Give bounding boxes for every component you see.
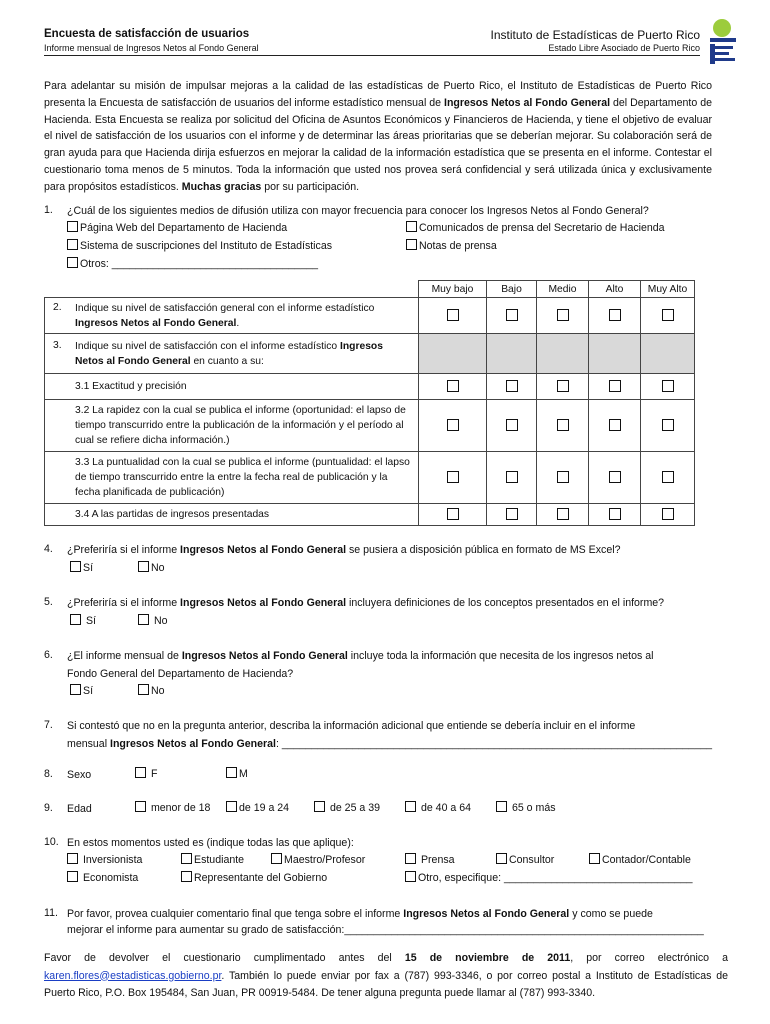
checkbox[interactable] [405, 801, 416, 812]
checkbox[interactable] [181, 853, 192, 864]
q11-text: Por favor, provea cualquier comentario final que tenga sobre el informe Ingresos Netos al Fondo General y como se puede [67, 908, 653, 920]
q7-answer-line[interactable]: mensual Ingresos Netos al Fondo General: _________________________________________________________________________ [67, 738, 712, 750]
scale-header: Muy Alto [641, 281, 695, 298]
checkbox[interactable] [609, 419, 621, 431]
q1-option-suscripciones[interactable]: Sistema de suscripciones del Instituto de Estadísticas [67, 239, 332, 252]
q6-yes[interactable]: Sí [70, 684, 93, 697]
table-row [45, 452, 695, 504]
q8-number: 8. [44, 768, 53, 780]
q3-item: 3.3 La puntualidad con la cual se publica el informe (puntualidad: el lapso de tiempo transcurrido entre la entre la fecha real de publicación y la fecha planificada de publicación) [45, 452, 419, 504]
checkbox[interactable] [405, 871, 416, 882]
checkbox[interactable] [662, 508, 674, 520]
q10-option[interactable]: Prensa [405, 853, 455, 866]
checkbox[interactable] [609, 380, 621, 392]
q10-number: 10. [44, 836, 59, 848]
checkbox[interactable] [557, 380, 569, 392]
q10-option[interactable]: Representante del Gobierno [181, 871, 327, 884]
checkbox[interactable] [506, 471, 518, 483]
q8-label: Sexo [67, 769, 92, 781]
checkbox[interactable] [226, 767, 237, 778]
checkbox[interactable] [70, 684, 81, 695]
checkbox[interactable] [506, 419, 518, 431]
survey-subtitle: Informe mensual de Ingresos Netos al Fondo General [44, 43, 259, 53]
q2-text: 2. Indique su nivel de satisfacción general con el informe estadístico Ingresos Netos al Fondo General. [45, 298, 419, 334]
q4-text: ¿Preferiría si el informe Ingresos Netos al Fondo General se pusiera a disposición pública en formato de MS Excel? [67, 544, 621, 556]
header-divider [44, 55, 700, 56]
checkbox[interactable] [506, 380, 518, 392]
checkbox[interactable] [70, 561, 81, 572]
checkbox[interactable] [662, 419, 674, 431]
q1-text: ¿Cuál de los siguientes medios de difusión utiliza con mayor frecuencia para conocer los Ingresos Netos al Fondo General? [67, 205, 649, 217]
q10-option[interactable]: Economista [67, 871, 138, 884]
q3-item: 3.4 A las partidas de ingresos presentadas [45, 504, 419, 526]
q9-option[interactable]: de 40 a 64 [405, 801, 471, 814]
q3-text: 3. Indique su nivel de satisfacción con el informe estadístico Ingresos Netos al Fondo General en cuanto a su: [45, 334, 419, 374]
checkbox[interactable] [67, 239, 78, 250]
q1-option-notas[interactable]: Notas de prensa [406, 239, 497, 252]
table-row [45, 374, 695, 400]
scale-header: Medio [537, 281, 589, 298]
q5-yes[interactable]: Sí [70, 614, 96, 627]
scale-header: Bajo [487, 281, 537, 298]
q4-yes[interactable]: Sí [70, 561, 93, 574]
q10-text: En estos momentos usted es (indique todas las que aplique): [67, 837, 354, 849]
q10-option[interactable]: Contador/Contable [589, 853, 691, 866]
q1-option-web[interactable]: Página Web del Departamento de Hacienda [67, 221, 287, 234]
checkbox[interactable] [405, 853, 416, 864]
checkbox[interactable] [557, 508, 569, 520]
checkbox[interactable] [447, 471, 459, 483]
q1-number: 1. [44, 204, 53, 216]
checkbox[interactable] [447, 419, 459, 431]
checkbox[interactable] [135, 801, 146, 812]
q4-number: 4. [44, 543, 53, 555]
checkbox[interactable] [506, 309, 518, 321]
table-row [45, 504, 695, 526]
checkbox[interactable] [447, 309, 459, 321]
checkbox[interactable] [496, 801, 507, 812]
q5-no[interactable]: No [138, 614, 168, 627]
email-link[interactable]: karen.flores@estadisticas.gobierno.pr [44, 969, 222, 982]
checkbox[interactable] [135, 767, 146, 778]
checkbox[interactable] [314, 801, 325, 812]
checkbox[interactable] [609, 471, 621, 483]
q9-option[interactable]: de 19 a 24 [226, 801, 289, 814]
checkbox[interactable] [67, 871, 78, 882]
scale-header: Alto [589, 281, 641, 298]
q1-option-otros[interactable]: Otros: ___________________________________ [67, 257, 318, 270]
checkbox[interactable] [67, 257, 78, 268]
checkbox[interactable] [447, 508, 459, 520]
q8-option-f[interactable]: F [135, 767, 157, 780]
checkbox[interactable] [662, 380, 674, 392]
checkbox[interactable] [609, 508, 621, 520]
q3-item: 3.1 Exactitud y precisión [45, 374, 419, 400]
checkbox[interactable] [181, 871, 192, 882]
q8-option-m[interactable]: M [226, 767, 248, 780]
checkbox[interactable] [609, 309, 621, 321]
checkbox[interactable] [506, 508, 518, 520]
checkbox[interactable] [557, 471, 569, 483]
ie-logo-icon [706, 18, 738, 66]
q9-label: Edad [67, 803, 92, 815]
survey-title: Encuesta de satisfacción de usuarios [44, 28, 250, 40]
checkbox[interactable] [138, 614, 149, 625]
table-row [45, 400, 695, 452]
checkbox[interactable] [138, 561, 149, 572]
q11-number: 11. [44, 907, 58, 919]
q5-number: 5. [44, 596, 53, 608]
checkbox[interactable] [557, 419, 569, 431]
checkbox[interactable] [589, 853, 600, 864]
q10-option[interactable]: Consultor [496, 853, 554, 866]
q7-number: 7. [44, 719, 53, 731]
q7-text: Si contestó que no en la pregunta anterior, describa la información adicional que entiende se debería incluir en el informe [67, 720, 636, 732]
table-row [45, 334, 695, 374]
q5-text: ¿Preferiría si el informe Ingresos Netos al Fondo General incluyera definiciones de los conceptos presentados en el informe? [67, 597, 665, 609]
q11-answer-line[interactable]: mejorar el informe para aumentar su grado de satisfacción:_____________________________________________________________ [67, 924, 704, 936]
institute-subtitle: Estado Libre Asociado de Puerto Rico [548, 43, 700, 53]
checkbox[interactable] [496, 853, 507, 864]
checkbox[interactable] [67, 853, 78, 864]
q9-number: 9. [44, 802, 53, 814]
institute-name: Instituto de Estadísticas de Puerto Rico [490, 28, 700, 42]
intro-paragraph: Para adelantar su misión de impulsar mejoras a la calidad de las estadísticas de Puerto Rico, el Instituto de Estadísticas de Puerto Rico presenta la Encuesta de satisfacción de usuarios del informe estadístico mensual de Ingresos Netos al Fondo General del Departamento de Hacienda. Esta Encuesta se realiza por solicitud del Oficina de Asuntos Económicos y Financieros de Hacienda, y tiene el objetivo de evaluar el nivel de satisfacción de los usuarios con el informe y de determinar las áreas prioritarias que se deberían mejorar. Su colaboración será de gran ayuda para que Hacienda dirija esfuerzos en mejorar la calidad de la información estadística que se presenta en el informe. Contestar el cuestionario toma menos de 5 minutos. Toda la información que usted nos provea será confidencial y será utilizada única y exclusivamente para propósitos estadísticos. Muchas gracias por su participación. [44, 80, 712, 193]
q10-option[interactable]: Maestro/Profesor [271, 853, 365, 866]
q9-option[interactable]: de 25 a 39 [314, 801, 380, 814]
q3-item: 3.2 La rapidez con la cual se publica el informe (oportunidad: el lapso de tiempo transcurrido entre la publicación de la información y el período al cual se refiere dicha información.) [45, 400, 419, 452]
q10-option[interactable]: Inversionista [67, 853, 142, 866]
satisfaction-table [44, 280, 695, 526]
q6-text: ¿El informe mensual de Ingresos Netos al Fondo General incluye toda la información que necesita de los ingresos netos al [67, 650, 654, 662]
checkbox[interactable] [67, 221, 78, 232]
q1-option-comunicados[interactable]: Comunicados de prensa del Secretario de Hacienda [406, 221, 665, 234]
checkbox[interactable] [138, 684, 149, 695]
q9-option[interactable]: menor de 18 [135, 801, 210, 814]
checkbox[interactable] [271, 853, 282, 864]
checkbox[interactable] [557, 309, 569, 321]
checkbox[interactable] [70, 614, 81, 625]
q4-no[interactable]: No [138, 561, 165, 574]
q9-option[interactable]: 65 o más [496, 801, 556, 814]
checkbox[interactable] [226, 801, 237, 812]
return-instructions: Favor de devolver el cuestionario cumplimentado antes del 15 de noviembre de 2011, por correo electrónico a karen.flores@estadisticas.gobierno.pr. También lo puede enviar por fax a (787) 993-3346, o por correo postal a Instituto de Estadísticas de Puerto Rico, P.O. Box 195484, San Juan, PR 00919-5484. De tener alguna pregunta puede llamar al (787) 993-3340. [44, 952, 728, 999]
checkbox[interactable] [662, 309, 674, 321]
table-row [45, 298, 695, 334]
checkbox[interactable] [662, 471, 674, 483]
checkbox[interactable] [406, 239, 417, 250]
checkbox[interactable] [447, 380, 459, 392]
scale-header: Muy bajo [419, 281, 487, 298]
checkbox[interactable] [406, 221, 417, 232]
q10-option[interactable]: Otro, especifique: ________________________________ [405, 871, 693, 884]
q6-text-line2: Fondo General del Departamento de Hacienda? [67, 668, 294, 680]
q10-option[interactable]: Estudiante [181, 853, 244, 866]
q6-no[interactable]: No [138, 684, 165, 697]
q6-number: 6. [44, 649, 53, 661]
